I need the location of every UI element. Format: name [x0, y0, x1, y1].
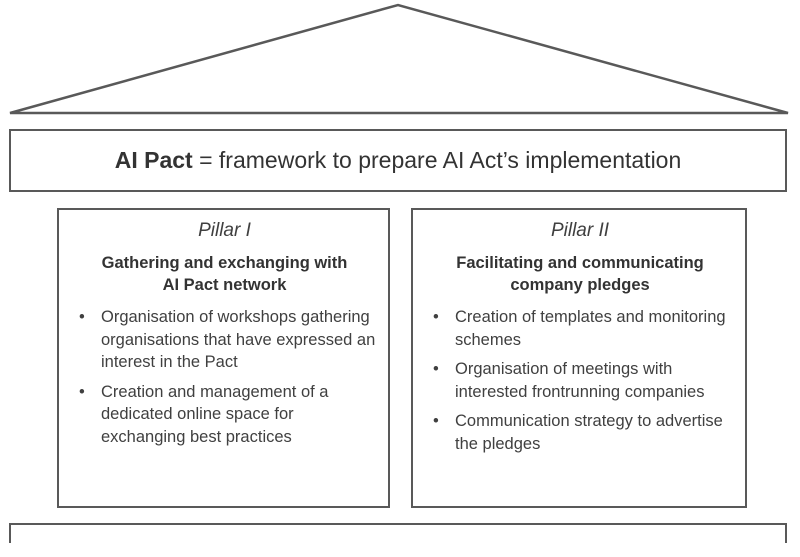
pact-definition-beam	[9, 129, 787, 192]
bullet-dot-icon: •	[433, 360, 439, 378]
pillar-two	[411, 208, 747, 508]
bullet-text: Creation and management of a dedicated online space for exchanging best practices	[101, 382, 329, 446]
pillar-title-line: Facilitating and communicating	[456, 254, 704, 272]
list-item	[427, 358, 733, 403]
foundation-base	[9, 523, 787, 543]
pillar-title	[427, 252, 733, 296]
beam-bold-term: AI Pact	[114, 147, 193, 173]
list-item	[427, 410, 733, 455]
bullet-dot-icon: •	[433, 308, 439, 326]
bullet-text: Organisation of workshops gathering organisations that have expressed an interest in the Pact	[101, 308, 376, 371]
pillar-label: Pillar II	[550, 220, 610, 241]
pillar-title-line: AI Pact network	[162, 276, 287, 294]
pillar-one	[57, 208, 390, 508]
pillar-title-line: company pledges	[510, 276, 650, 294]
bullet-dot-icon: •	[433, 412, 439, 430]
beam-definition: = framework to prepare AI Act’s implementation	[192, 147, 682, 173]
bullet-text: Creation of templates and monitoring schemes	[455, 308, 726, 349]
bullet-text: Communication strategy to advertise the pledges	[455, 412, 723, 453]
list-item	[427, 306, 733, 351]
beam-text	[115, 147, 682, 174]
bullet-dot-icon: •	[79, 308, 85, 326]
list-item	[73, 306, 376, 374]
roof-triangle	[0, 0, 800, 118]
list-item	[73, 381, 376, 449]
pillar-label: Pillar I	[198, 220, 251, 241]
pillar-title-line: Gathering and exchanging with	[101, 254, 348, 272]
pillar-bullet-list	[427, 306, 733, 455]
bullet-dot-icon: •	[79, 382, 85, 401]
bullet-text: Organisation of meetings with interested frontrunning companies	[455, 360, 705, 401]
pillar-title	[73, 252, 376, 296]
pillar-bullet-list	[73, 306, 376, 448]
